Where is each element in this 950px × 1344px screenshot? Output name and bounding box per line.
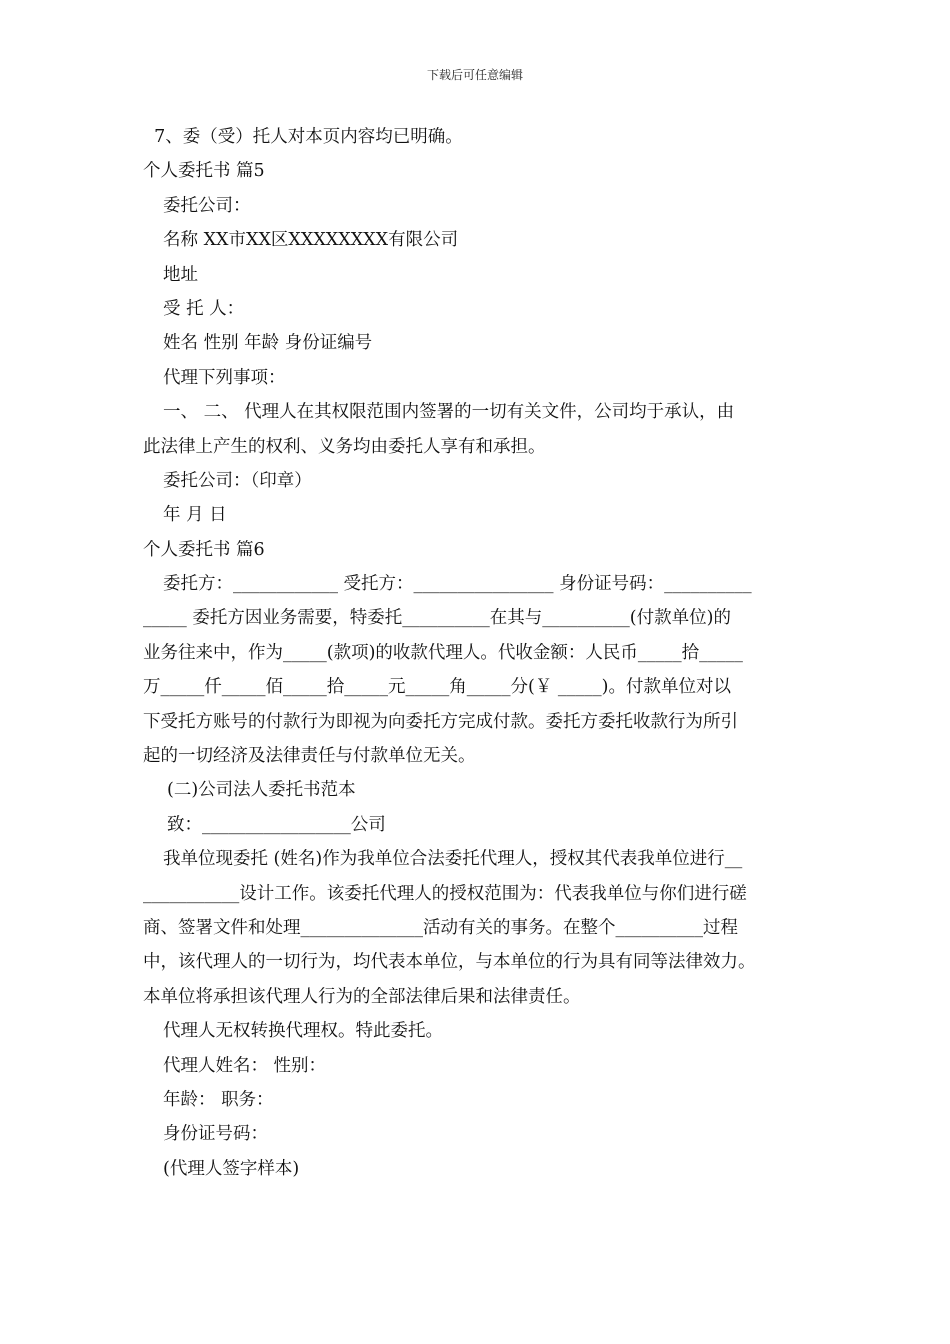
text-line: 代理人姓名： 性别： [163, 1055, 327, 1076]
text-line: 委托公司：（印章） [163, 470, 312, 491]
text-line: 起的一切经济及法律责任与付款单位无关。 [143, 746, 476, 767]
text-line: 委托方：____________ 受托方：________________ 身份证号码：__________ [163, 574, 752, 595]
section-title: 个人委托书 篇5 [143, 161, 265, 182]
text-line: 年 月 日 [163, 505, 227, 526]
text-line: ___________设计工作。该委托代理人的授权范围为：代表我单位与你们进行磋 [143, 883, 747, 904]
text-line: 名称 XX市XX区XXXXXXXX有限公司 [163, 230, 459, 251]
text-line: 商、签署文件和处理______________活动有关的事务。在整个__________过程 [143, 917, 738, 938]
text-line: 代理人无权转换代理权。特此委托。 [163, 1021, 443, 1042]
page-header: 下载后可任意编辑 [426, 68, 523, 82]
text-line: 万_____仟_____佰_____拾_____元_____角_____分(￥ _____)。付款单位对以 [143, 677, 731, 698]
text-line: 致：_________________公司 [167, 814, 386, 835]
text-line: (代理人签字样本) [163, 1158, 300, 1179]
text-line: 地址 [163, 264, 198, 285]
text-line: 本单位将承担该代理人行为的全部法律后果和法律责任。 [143, 986, 581, 1007]
section-title: (二)公司法人委托书范本 [167, 780, 356, 801]
text-line: 身份证号码： [163, 1124, 268, 1145]
text-line: _____ 委托方因业务需要，特委托__________在其与__________(付款单位)的 [143, 608, 731, 629]
text-line: 年龄： 职务： [163, 1089, 274, 1110]
text-line: 中，该代理人的一切行为，均代表本单位，与本单位的行为具有同等法律效力。 [143, 952, 756, 973]
text-line: 此法律上产生的权利、义务均由委托人享有和承担。 [143, 436, 546, 457]
text-line: 业务往来中，作为_____(款项)的收款代理人。代收金额：人民币_____拾_____ [143, 642, 743, 663]
text-line: 我单位现委托 (姓名)作为我单位合法委托代理人，授权其代表我单位进行__ [163, 849, 743, 870]
text-line: 下受托方账号的付款行为即视为向委托方完成付款。委托方委托收款行为所引 [143, 711, 738, 732]
section-title: 个人委托书 篇6 [143, 539, 265, 560]
text-line: 姓名 性别 年龄 身份证编号 [163, 333, 373, 354]
text-line: 受 托 人： [163, 298, 245, 319]
text-line: 委托公司： [163, 195, 251, 216]
text-line: 代理下列事项： [163, 367, 286, 388]
text-line: 7、委（受）托人对本页内容均已明确。 [143, 127, 463, 147]
document-body [143, 120, 823, 1186]
text-line: 一、 二、 代理人在其权限范围内签署的一切有关文件，公司均于承认，由 [163, 402, 735, 423]
